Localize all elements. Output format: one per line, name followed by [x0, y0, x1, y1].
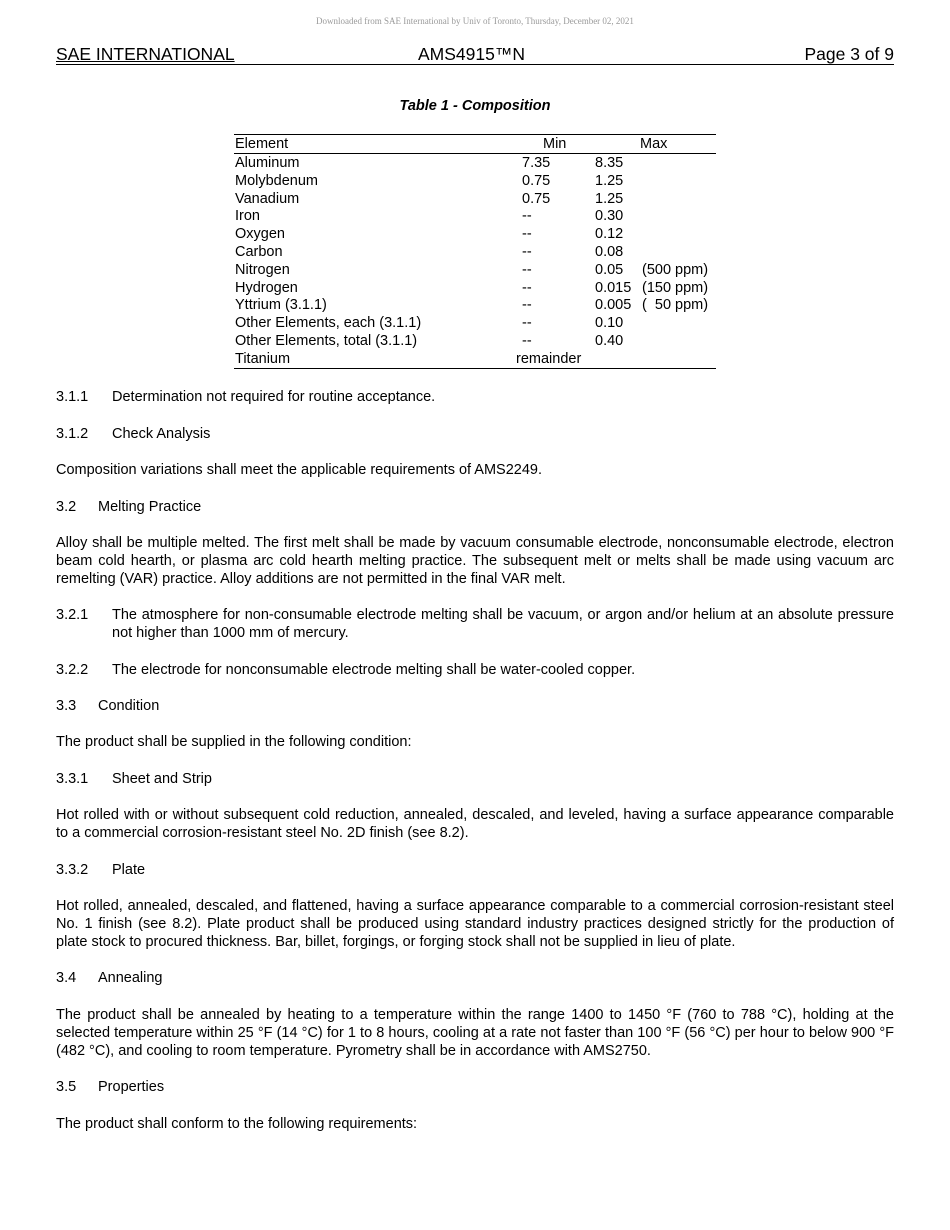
cell-ppm-note: (500 ppm) — [642, 261, 709, 278]
table-header-row — [234, 135, 716, 154]
cell-max: 0.05 — [595, 261, 624, 278]
cell-min: 0.75 — [522, 172, 551, 189]
section-number: 3.3.1 — [56, 771, 89, 787]
cell-element: Hydrogen — [235, 279, 298, 296]
table-row — [234, 225, 716, 243]
section-number: 3.1.1 — [56, 389, 89, 405]
table-row — [234, 243, 716, 261]
cell-max: 0.005 — [595, 297, 632, 314]
cell-ppm-note: (150 ppm) — [642, 279, 709, 296]
cell-min: -- — [522, 279, 532, 296]
cell-element: Molybdenum — [235, 172, 319, 189]
section-3-5-body: The product shall conform to the following requirements: — [56, 1116, 418, 1132]
section-number: 3.4 — [56, 970, 77, 986]
cell-element: Carbon — [235, 243, 283, 260]
section-3-2-2-text: The electrode for nonconsumable electrode melting shall be water-cooled copper. — [112, 662, 636, 678]
section-3-5-title: Properties — [98, 1079, 165, 1095]
cell-max: 1.25 — [595, 190, 624, 207]
cell-element: Oxygen — [235, 226, 285, 243]
section-3-1-1-text: Determination not required for routine acceptance. — [112, 389, 436, 405]
section-3-3-2-title: Plate — [112, 862, 146, 878]
table-row — [234, 314, 716, 332]
cell-min: -- — [522, 208, 532, 225]
download-watermark: Downloaded from SAE International by Univ of Toronto, Thursday, December 02, 2021 — [316, 16, 634, 26]
cell-ppm-note: ( 50 ppm) — [642, 297, 709, 314]
cell-max: 0.30 — [595, 208, 624, 225]
section-3-4-title: Annealing — [98, 970, 163, 986]
table-row — [234, 350, 716, 368]
section-number: 3.2.1 — [56, 607, 89, 623]
section-number: 3.3.2 — [56, 862, 89, 878]
header-page-number: Page 3 of 9 — [804, 44, 894, 64]
cell-element: Other Elements, each (3.1.1) — [235, 315, 422, 332]
cell-min: -- — [522, 315, 532, 332]
column-header-max: Max — [640, 136, 668, 152]
column-header-min: Min — [543, 136, 567, 152]
section-number: 3.2 — [56, 499, 77, 515]
section-3-3-2-body: Hot rolled, annealed, descaled, and flattened, having a surface appearance comparable to a commercial corrosion-resistant steel No. 1 finish (see 8.2). Plate product shall be produced using standard industry practices designed strictly for the production of plate stock to procured thickness. Bar, billet, forgings, or forging stock shall not be supplied in lieu of plate. — [56, 898, 894, 951]
cell-element: Other Elements, total (3.1.1) — [235, 332, 418, 349]
section-number: 3.1.2 — [56, 426, 89, 442]
section-3-3-1-title: Sheet and Strip — [112, 771, 212, 787]
cell-max: 0.12 — [595, 226, 624, 243]
cell-max: 0.08 — [595, 243, 624, 260]
cell-min: 0.75 — [522, 190, 551, 207]
cell-min: -- — [522, 261, 532, 278]
cell-min: 7.35 — [522, 155, 551, 171]
header-organization: SAE INTERNATIONAL — [56, 44, 235, 64]
cell-element: Yttrium (3.1.1) — [235, 297, 327, 314]
table-row — [234, 207, 716, 225]
cell-min: -- — [522, 297, 532, 314]
section-3-2-body: Alloy shall be multiple melted. The first melt shall be made by vacuum consumable electrode, nonconsumable electrode, electron beam cold hearth, or plasma arc cold hearth melting practice. The subsequent melt or melts shall be made using vacuum arc remelting (VAR) practice. Alloy additions are not permitted in the final VAR melt. — [56, 535, 894, 588]
header-document-number: AMS4915™N — [418, 44, 525, 64]
section-3-3-body: The product shall be supplied in the following condition: — [56, 734, 412, 750]
cell-element: Nitrogen — [235, 261, 290, 278]
cell-max: 0.10 — [595, 315, 624, 332]
table-title: Table 1 - Composition — [399, 98, 551, 114]
section-3-1-2-title: Check Analysis — [112, 426, 211, 442]
composition-table — [234, 134, 716, 369]
section-3-1-2-body: Composition variations shall meet the applicable requirements of AMS2249. — [56, 462, 543, 478]
section-3-3-title: Condition — [98, 698, 160, 714]
section-3-2-1-text: The atmosphere for non-consumable electrode melting shall be vacuum, or argon and/or helium at an absolute pressure not higher than 1000 mm of mercury. — [112, 607, 894, 642]
cell-max: 0.015 — [595, 279, 632, 296]
cell-min: -- — [522, 243, 532, 260]
section-number: 3.5 — [56, 1079, 77, 1095]
table-body — [234, 154, 716, 368]
cell-min: -- — [522, 226, 532, 243]
table-row — [234, 154, 716, 172]
section-number: 3.2.2 — [56, 662, 89, 678]
table-row — [234, 332, 716, 350]
cell-max: 8.35 — [595, 155, 624, 171]
cell-element: Vanadium — [235, 190, 300, 207]
cell-min: -- — [522, 332, 532, 349]
table-row — [234, 172, 716, 190]
cell-element: Iron — [235, 208, 260, 225]
table-row — [234, 296, 716, 314]
table-row — [234, 279, 716, 297]
section-3-3-1-body: Hot rolled with or without subsequent cold reduction, annealed, descaled, and leveled, having a surface appearance comparable to a commercial corrosion-resistant steel No. 2D finish (see 8.2). — [56, 807, 894, 842]
table-row — [234, 261, 716, 279]
cell-max: 1.25 — [595, 172, 624, 189]
cell-element: Aluminum — [235, 155, 300, 171]
cell-element: Titanium — [235, 350, 291, 367]
section-3-2-title: Melting Practice — [98, 499, 202, 515]
column-header-element: Element — [235, 136, 289, 152]
table-row — [234, 190, 716, 208]
section-3-4-body: The product shall be annealed by heating to a temperature within the range 1400 to 1450 °F (760 to 788 °C), holding at the selected temperature within 25 °F (14 °C) for 1 to 8 hours, cooling at a rate not faster than 100 °F (56 °C) per hour to below 900 °F (482 °C), and cooling to room temperature. Pyrometry shall be in accordance with AMS2750. — [56, 1007, 894, 1060]
cell-min: remainder — [516, 350, 582, 367]
section-number: 3.3 — [56, 698, 77, 714]
page-header — [56, 44, 894, 65]
cell-max: 0.40 — [595, 332, 624, 349]
